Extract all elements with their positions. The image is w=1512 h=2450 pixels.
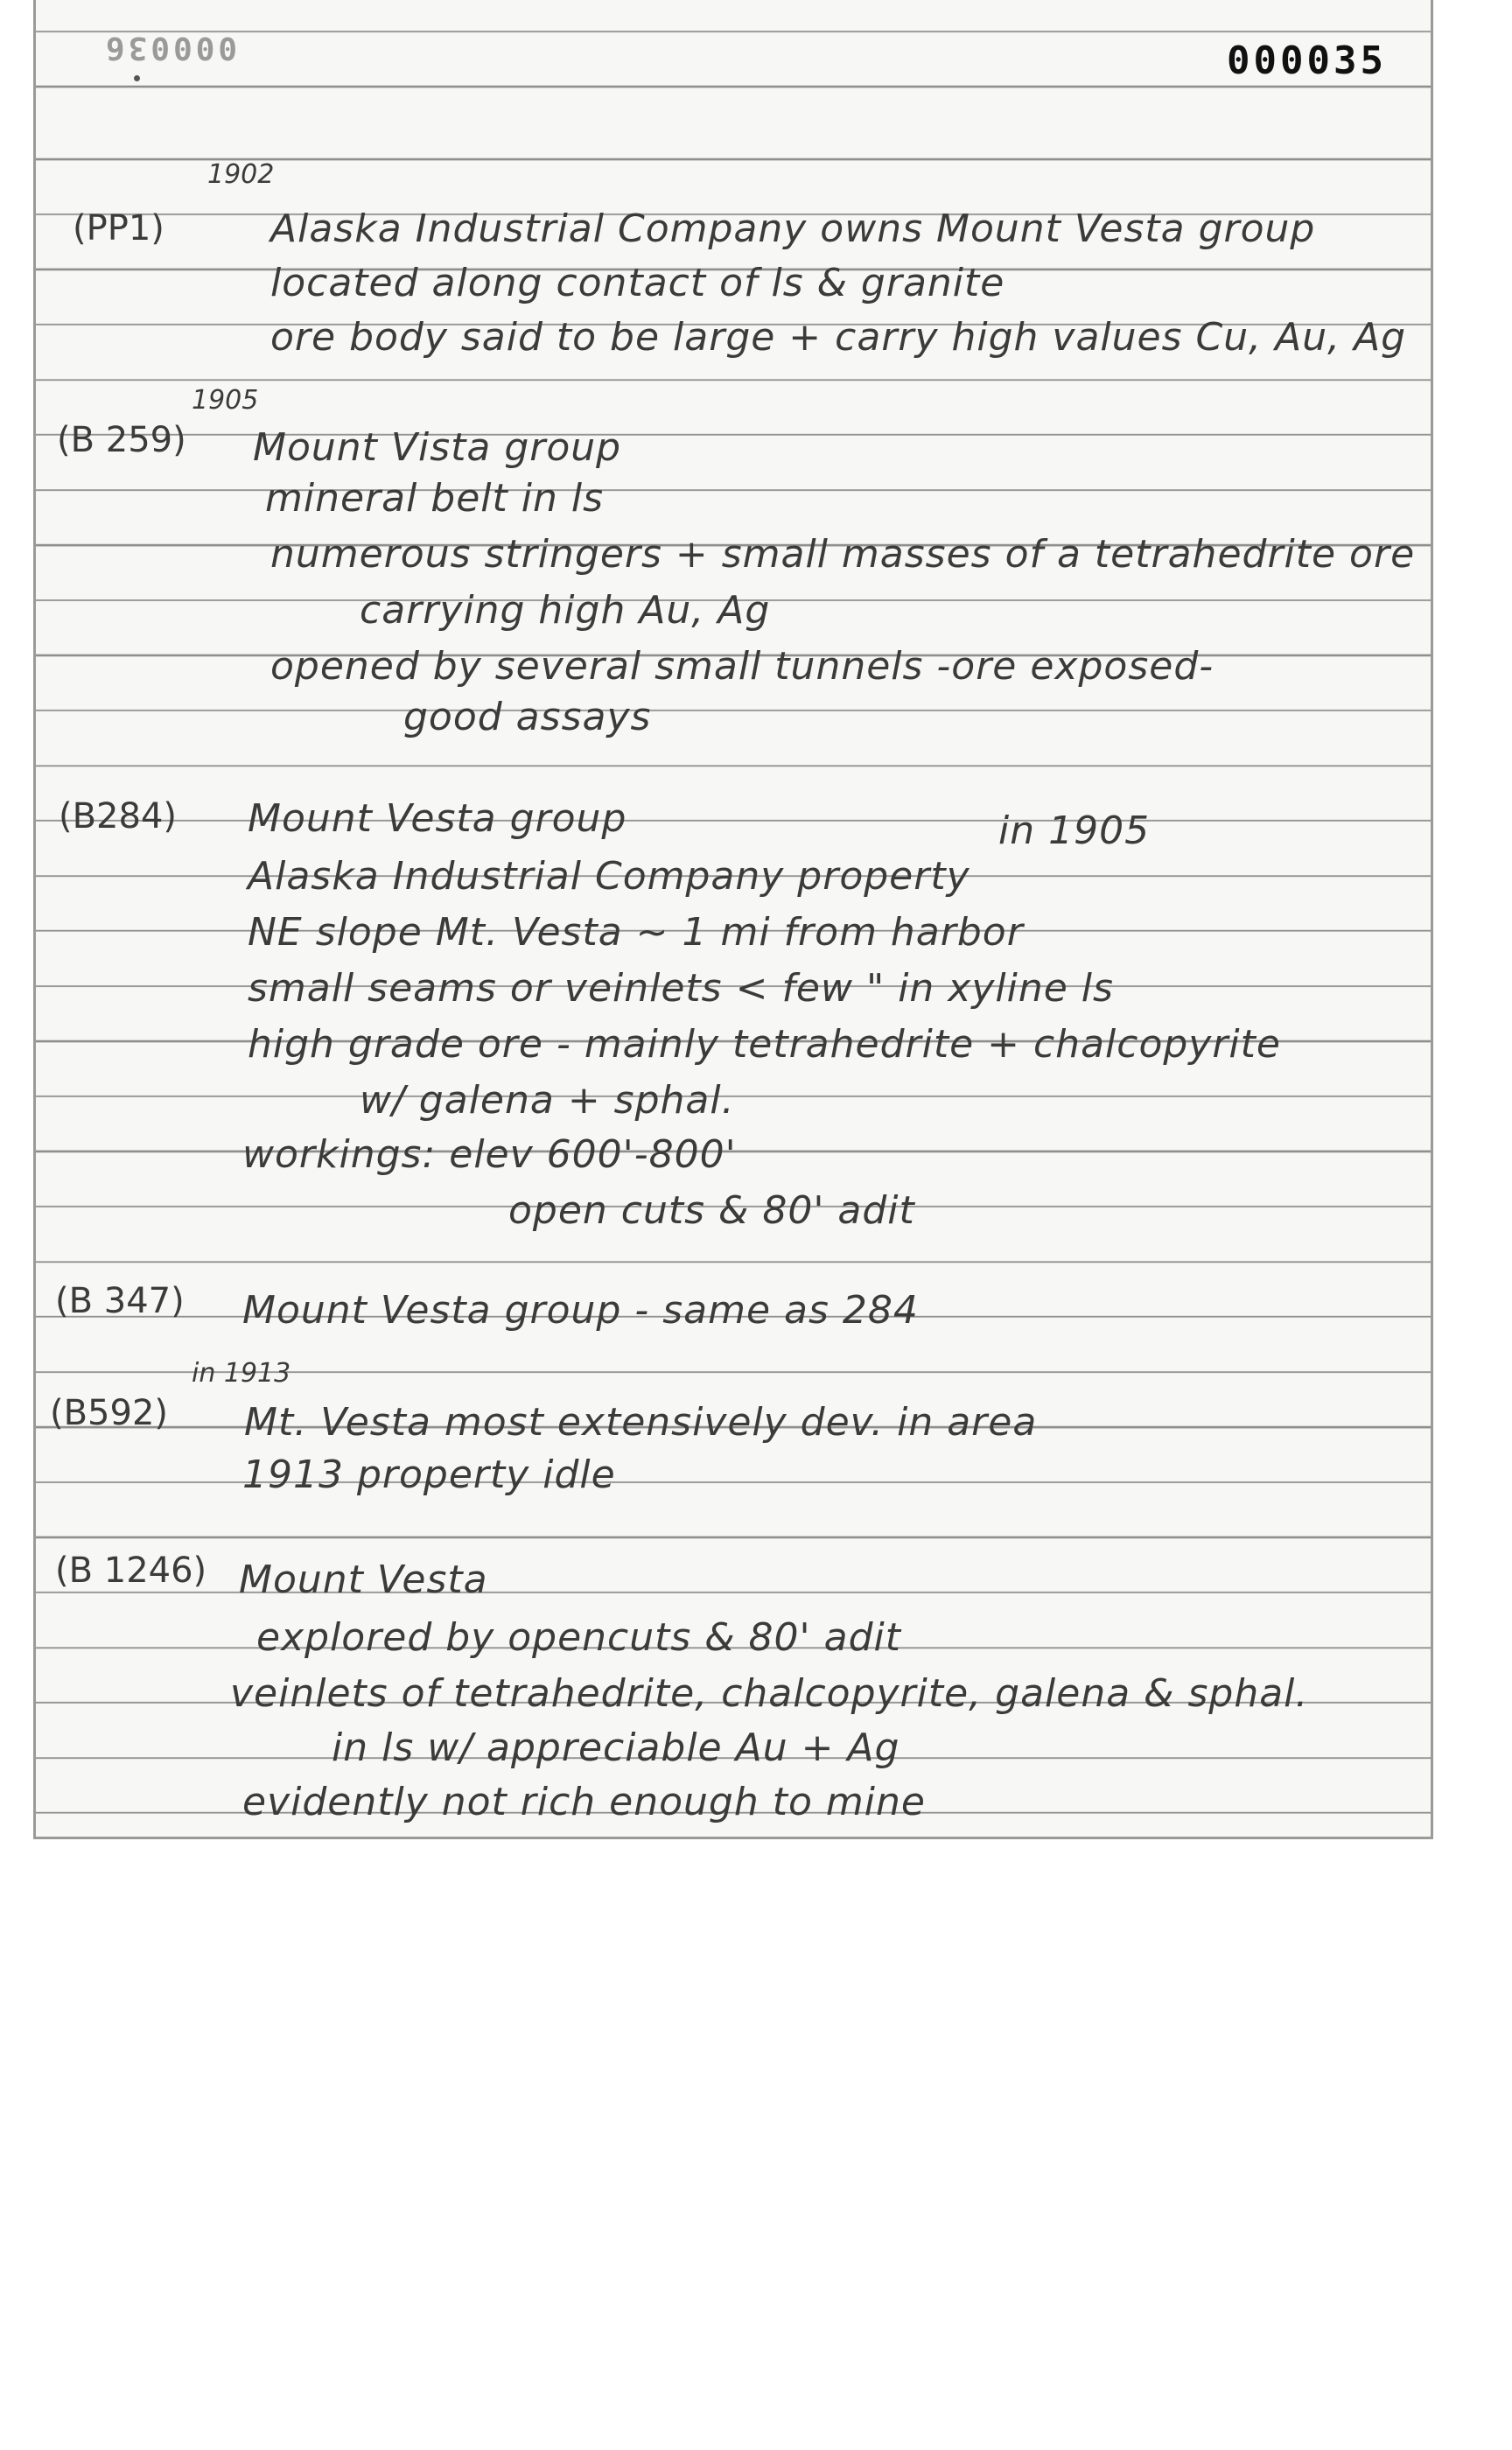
entry-line: carrying high Au, Ag xyxy=(360,588,771,633)
bleed-through-number: 000036 xyxy=(102,30,238,66)
entry-line: Mount Vista group xyxy=(253,425,622,470)
entry-line: small seams or veinlets < few " in xyline ls xyxy=(248,966,1114,1011)
entry-line: mineral belt in ls xyxy=(265,476,605,521)
entry-ref: (B284) xyxy=(59,796,177,836)
entry-ref: (B 347) xyxy=(55,1281,185,1321)
entry-ref: (B 1246) xyxy=(55,1550,207,1591)
ink-dot xyxy=(134,75,140,81)
entry-line: good assays xyxy=(403,695,652,739)
entry-year: 1902 xyxy=(207,159,275,190)
entry-line: high grade ore - mainly tetrahedrite + chalcopyrite xyxy=(248,1022,1281,1067)
entry-line: Mt. Vesta most extensively dev. in area xyxy=(244,1400,1038,1445)
entry-ref: (B 259) xyxy=(57,420,186,460)
entry-line: in ls w/ appreciable Au + Ag xyxy=(332,1726,900,1770)
entry-line: located along contact of ls & granite xyxy=(270,261,1005,305)
notebook-page xyxy=(33,0,1433,1839)
entry-year: 1905 xyxy=(192,385,259,416)
entry-line: numerous stringers + small masses of a tetrahedrite ore xyxy=(270,532,1416,577)
entry-ref: (PP1) xyxy=(73,208,164,248)
entry-line: veinlets of tetrahedrite, chalcopyrite, galena & sphal. xyxy=(230,1671,1309,1716)
entry-line: workings: elev 600'-800' xyxy=(242,1132,737,1177)
entry-line: 1913 property idle xyxy=(242,1452,616,1497)
entry-line: explored by opencuts & 80' adit xyxy=(256,1615,901,1660)
entry-side-note: in 1905 xyxy=(998,808,1151,853)
entry-line: w/ galena + sphal. xyxy=(360,1078,735,1123)
entry-line: Mount Vesta xyxy=(239,1558,488,1602)
entry-line: Alaska Industrial Company property xyxy=(248,854,970,899)
entry-ref: (B592) xyxy=(50,1393,168,1433)
page-number-stamp: 000035 xyxy=(1227,38,1387,83)
entry-line: Mount Vesta group xyxy=(248,796,627,841)
entry-line: Alaska Industrial Company owns Mount Vesta group xyxy=(270,206,1316,251)
entry-line: opened by several small tunnels -ore exposed- xyxy=(270,644,1214,689)
entry-line: Mount Vesta group - same as 284 xyxy=(242,1288,919,1333)
entry-line: NE slope Mt. Vesta ~ 1 mi from harbor xyxy=(248,910,1024,955)
entry-line: evidently not rich enough to mine xyxy=(242,1780,926,1824)
entry-year: in 1913 xyxy=(192,1358,291,1389)
entry-line: open cuts & 80' adit xyxy=(508,1188,915,1233)
entry-line: ore body said to be large + carry high values Cu, Au, Ag xyxy=(270,315,1407,360)
